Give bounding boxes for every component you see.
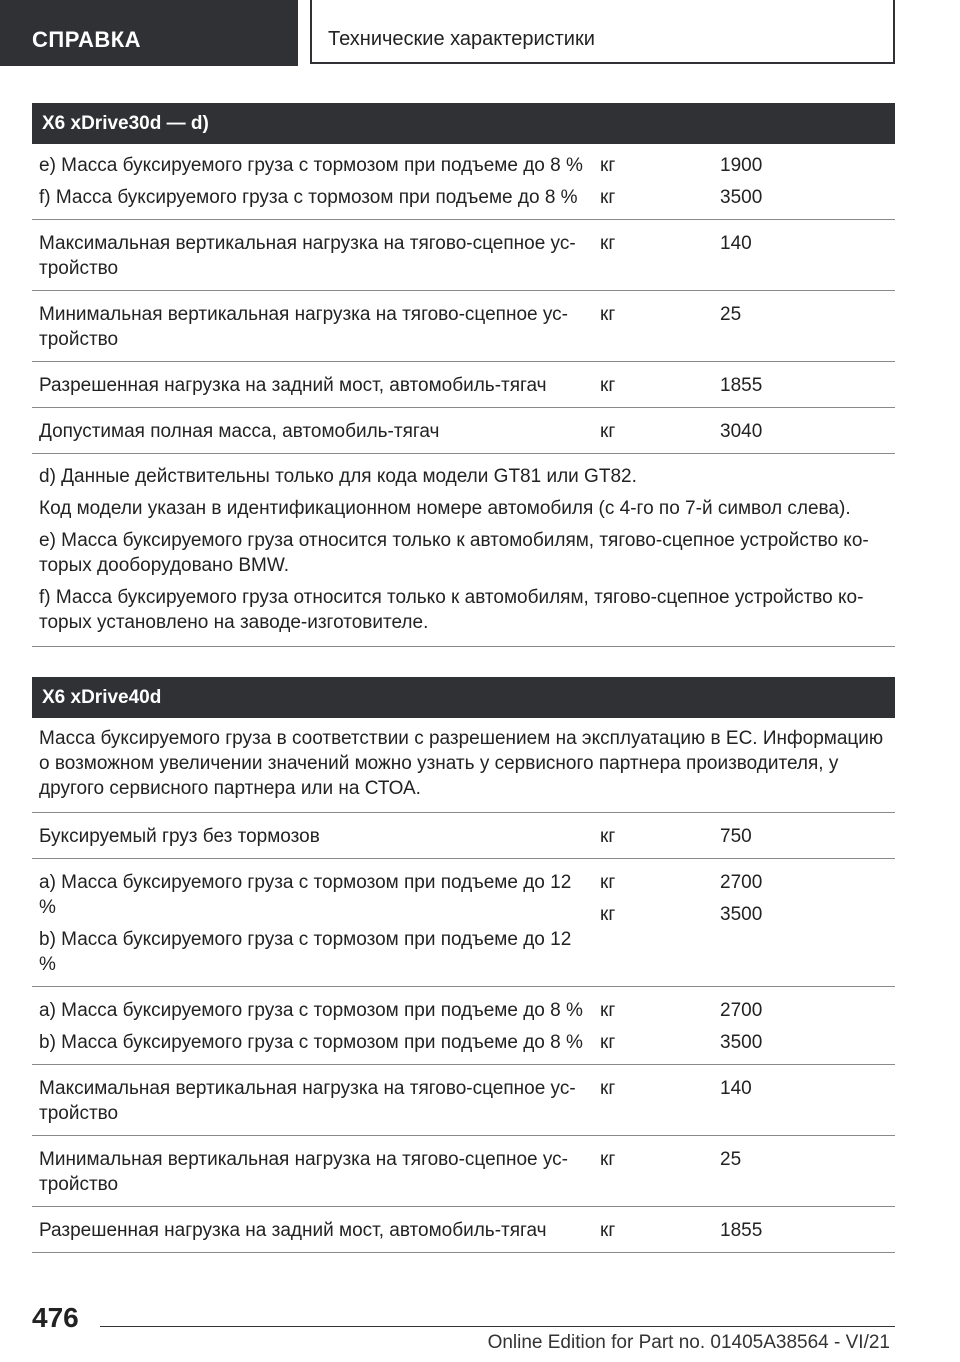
page-content: [32, 103, 895, 1253]
table-row: [32, 1136, 895, 1207]
row-unit: кг: [600, 1032, 616, 1053]
row-description-cell: [32, 419, 586, 444]
row-description: Допустимая полная масса, автомобиль-тягач: [39, 421, 440, 442]
row-unit-cell: [586, 302, 720, 352]
row-description: Разрешенная нагрузка на задний мост, автомобиль-тягач: [39, 375, 547, 396]
row-unit-cell: [586, 373, 720, 398]
table-row: [32, 220, 895, 291]
row-description: b) Масса буксируемого груза с тормозом при подъеме до 8 %: [39, 1032, 583, 1053]
footnote: e) Масса буксируемого груза относится только к автомобилям, тягово-сцепное устройство которых дооборудовано BMW.: [39, 530, 869, 576]
row-value-cell: [720, 1218, 895, 1243]
row-value: 25: [720, 304, 742, 325]
row-value-cell: [720, 1147, 895, 1197]
row-value-cell: [720, 824, 895, 849]
row-value-cell: [720, 153, 895, 210]
footnote: f) Масса буксируемого груза относится только к автомобилям, тягово-сцепное устройство которых установлено на заводе-изготовителе.: [39, 587, 864, 633]
row-unit: кг: [600, 904, 616, 925]
table-row: [32, 1207, 895, 1253]
row-unit: кг: [600, 826, 616, 847]
row-value: 1855: [720, 375, 763, 396]
row-unit: кг: [600, 187, 616, 208]
row-unit: кг: [600, 233, 616, 254]
row-value: 2700: [720, 872, 763, 893]
footnote: Код модели указан в идентификационном номере автомобиля (с 4-го по 7-й символ слева).: [39, 498, 851, 519]
row-value-cell: [720, 870, 895, 977]
row-description-cell: [32, 1147, 586, 1197]
row-description-cell: [32, 870, 586, 977]
row-value: 750: [720, 826, 752, 847]
row-unit-cell: [586, 998, 720, 1055]
row-description-cell: [32, 1076, 586, 1126]
row-value: 3500: [720, 1032, 763, 1053]
row-description: f) Масса буксируемого груза с тормозом при подъеме до 8 %: [39, 187, 578, 208]
row-description-cell: [32, 373, 586, 398]
row-value: 1855: [720, 1220, 763, 1241]
row-value-cell: [720, 1076, 895, 1126]
table-row: [32, 362, 895, 408]
row-value: 140: [720, 233, 752, 254]
table-row: [32, 859, 895, 987]
row-value-cell: [720, 998, 895, 1055]
row-unit: кг: [600, 1000, 616, 1021]
row-description-cell: [32, 824, 586, 849]
row-unit-cell: [586, 153, 720, 210]
footer-divider: [100, 1326, 895, 1327]
edition-label: Online Edition for Part no. 01405A38564 - VI/21: [487, 1332, 890, 1353]
row-description: Минимальная вертикальная нагрузка на тягово-сцепное устройство: [39, 304, 568, 350]
row-unit-cell: [586, 824, 720, 849]
row-unit: кг: [600, 1220, 616, 1241]
row-value: 2700: [720, 1000, 763, 1021]
row-value: 25: [720, 1149, 742, 1170]
row-unit-cell: [586, 1218, 720, 1243]
row-value-cell: [720, 231, 895, 281]
table2-title: X6 xDrive40d: [32, 677, 895, 718]
row-description: a) Масса буксируемого груза с тормозом при подъеме до 12 %: [39, 872, 572, 918]
row-unit: кг: [600, 421, 616, 442]
row-unit: кг: [600, 375, 616, 396]
table-row: [32, 408, 895, 454]
row-description: Разрешенная нагрузка на задний мост, автомобиль-тягач: [39, 1220, 547, 1241]
page-number: 476: [32, 1302, 79, 1333]
footnote: d) Данные действительны только для кода модели GT81 или GT82.: [39, 466, 637, 487]
row-description: Минимальная вертикальная нагрузка на тягово-сцепное устройство: [39, 1149, 568, 1195]
table2-intro: Масса буксируемого груза в соответствии с разрешением на эксплуатацию в ЕС. Информацию о возможном увеличении значений можно узнать у сервисного партнера производителя, у другого сервисного партнера или на СТОА.: [32, 718, 895, 813]
row-description: Максимальная вертикальная нагрузка на тягово-сцепное устройство: [39, 233, 576, 279]
table-row: [32, 987, 895, 1065]
table-row: [32, 144, 895, 220]
row-unit-cell: [586, 1147, 720, 1197]
row-description-cell: [32, 153, 586, 210]
row-value: 1900: [720, 155, 763, 176]
row-description: Максимальная вертикальная нагрузка на тягово-сцепное устройство: [39, 1078, 576, 1124]
table-row: [32, 291, 895, 362]
row-description: e) Масса буксируемого груза с тормозом при подъеме до 8 %: [39, 155, 583, 176]
row-description-cell: [32, 998, 586, 1055]
row-value: 140: [720, 1078, 752, 1099]
row-value: 3500: [720, 904, 763, 925]
table-row: [32, 1065, 895, 1136]
row-value-cell: [720, 302, 895, 352]
section-tab: СПРАВКА: [0, 0, 298, 66]
table-row: [32, 813, 895, 859]
row-unit: кг: [600, 1078, 616, 1099]
row-value: 3500: [720, 187, 763, 208]
row-value: 3040: [720, 421, 763, 442]
page-footer: [0, 1290, 960, 1362]
row-description: Буксируемый груз без тормозов: [39, 826, 320, 847]
page-header: [0, 0, 960, 66]
row-unit: кг: [600, 304, 616, 325]
row-description-cell: [32, 1218, 586, 1243]
row-unit-cell: [586, 419, 720, 444]
row-unit-cell: [586, 231, 720, 281]
row-description-cell: [32, 231, 586, 281]
row-unit: кг: [600, 1149, 616, 1170]
table1-title: X6 xDrive30d — d): [32, 103, 895, 144]
row-unit-cell: [586, 1076, 720, 1126]
row-value-cell: [720, 419, 895, 444]
row-unit: кг: [600, 872, 616, 893]
table1-body: [32, 144, 895, 454]
chapter-title: Технические характеристики: [310, 0, 895, 64]
row-value-cell: [720, 373, 895, 398]
row-description: b) Масса буксируемого груза с тормозом при подъеме до 12 %: [39, 929, 572, 975]
table1-footnotes: [32, 454, 895, 647]
row-unit: кг: [600, 155, 616, 176]
row-unit-cell: [586, 870, 720, 977]
row-description-cell: [32, 302, 586, 352]
table2-body: [32, 813, 895, 1253]
row-description: a) Масса буксируемого груза с тормозом при подъеме до 8 %: [39, 1000, 583, 1021]
